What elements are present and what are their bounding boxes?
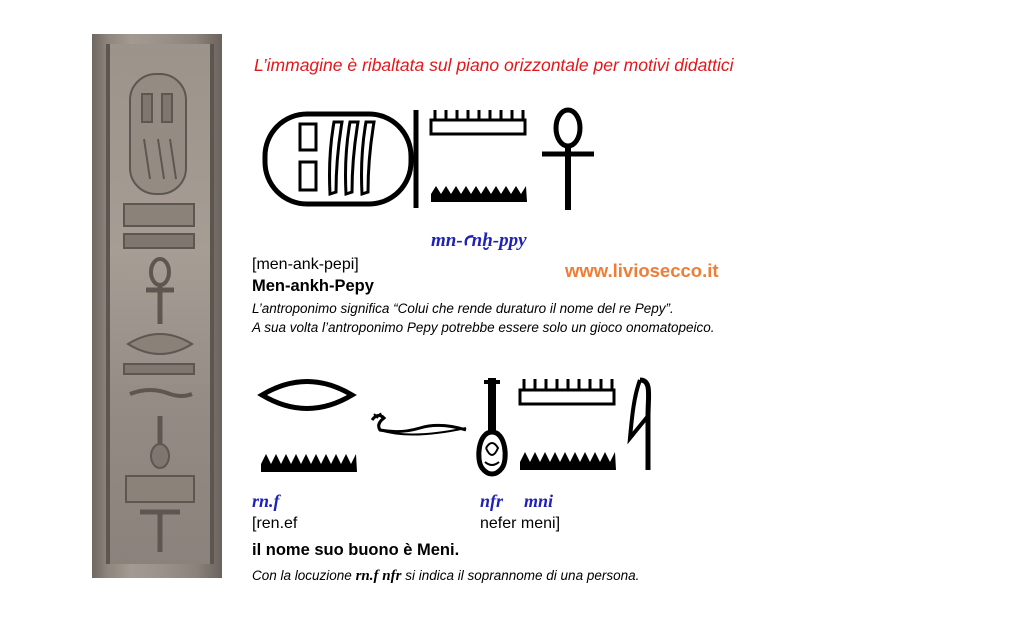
transliteration-mn-ankh-ppy: mn-ꜥnḫ-ppy xyxy=(431,230,527,251)
ankh-icon xyxy=(540,108,596,212)
horned-viper-icon xyxy=(366,410,468,440)
transliteration-nfr: nfr xyxy=(480,491,504,511)
water-ripple-icon xyxy=(259,448,359,474)
translation-phrase: il nome suo buono è Meni. xyxy=(252,541,460,559)
reading-men-ank-pepi: [men-ank-pepi] xyxy=(252,256,359,273)
transliteration-mni: mni xyxy=(524,491,554,511)
transliteration-rn-f: rn.f xyxy=(252,491,280,511)
draught-board-icon xyxy=(518,376,618,408)
description-line-2: A sua volta l’antroponimo Pepy potrebbe essere solo un gioco onomatopeico. xyxy=(252,320,715,335)
desc3-suffix: si indica il soprannome di una persona. xyxy=(405,568,640,583)
name-men-ankh-pepy: Men-ankh-Pepy xyxy=(252,277,374,295)
website-link[interactable]: www.liviosecco.it xyxy=(565,260,719,281)
mouth-icon xyxy=(259,378,355,412)
reading-ren-ef: [ren.ef xyxy=(252,515,298,532)
description-line-1: L’antroponimo significa “Colui che rende duraturo il nome del re Pepy”. xyxy=(252,301,674,316)
cartouche-icon xyxy=(262,108,422,212)
water-ripple-icon xyxy=(518,446,618,472)
didactic-note: L’immagine è ribaltata sul piano orizzontale per motivi didattici xyxy=(254,55,734,75)
stele-carvings xyxy=(110,44,210,564)
reed-leaf-icon xyxy=(626,376,654,474)
desc3-prefix: Con la locuzione xyxy=(252,568,352,583)
mn-board-icon xyxy=(429,108,529,138)
reading-nefer-meni: nefer meni] xyxy=(480,515,561,532)
heart-windpipe-icon xyxy=(476,376,508,476)
description-line-3 xyxy=(252,568,639,585)
stele-photo xyxy=(92,34,222,578)
water-ripple-icon xyxy=(429,180,529,204)
desc3-term: rn.f nfr xyxy=(355,568,402,584)
